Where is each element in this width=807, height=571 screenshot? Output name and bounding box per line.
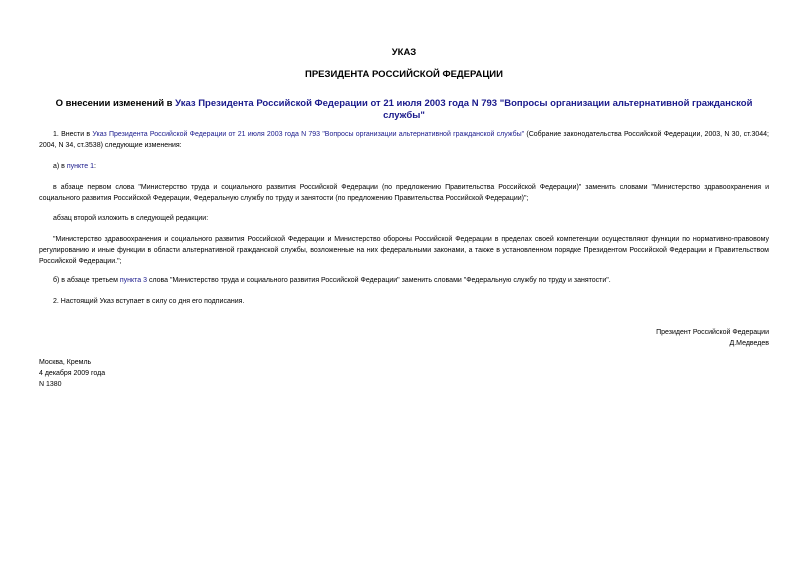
subparagraph-a-prefix: а) в bbox=[53, 163, 67, 170]
subparagraph-a bbox=[39, 161, 769, 172]
subparagraph-b-prefix: б) в абзаце третьем bbox=[53, 277, 120, 284]
signing-date: 4 декабря 2009 года bbox=[39, 370, 106, 377]
issuer-heading: ПРЕЗИДЕНТА РОССИЙСКОЙ ФЕДЕРАЦИИ bbox=[305, 69, 503, 80]
amended-decree-link[interactable]: Указ Президента Российской Федерации от 21 июля 2003 года N 793 "Вопросы организации альтернативной гражданской службы" bbox=[175, 98, 753, 121]
paragraph-1-prefix: 1. Внести в bbox=[53, 131, 93, 138]
point-3-link[interactable]: пункта 3 bbox=[119, 277, 147, 284]
subparagraph-b-suffix: слова "Министерство труда и социального развития Российской Федерации" заменить словами "Федеральную службу по труду и занятости". bbox=[147, 277, 611, 284]
subparagraph-a-suffix: : bbox=[94, 163, 96, 170]
document-subject-heading bbox=[39, 98, 769, 122]
signature-block bbox=[656, 327, 769, 349]
paragraph-first-change: в абзаце первом слова "Министерство труда и социального развития Российской Федерации (по предложению Правительства Российской Федерации)" заменить словами "Министерство здравоохранения и социального развития Российской Федерации, Федеральную службу по труду и занятости (по предложению Правительства Российской Федерации)"; bbox=[39, 184, 769, 202]
document-page bbox=[39, 0, 769, 571]
signing-place: Москва, Кремль bbox=[39, 359, 92, 366]
paragraph-second-intro: абзац второй изложить в следующей редакции: bbox=[53, 215, 209, 222]
subject-prefix: О внесении изменений в bbox=[55, 98, 176, 109]
paragraph-1-decree-link[interactable]: Указ Президента Российской Федерации от 21 июля 2003 года N 793 "Вопросы организации альтернативной гражданской службы" bbox=[92, 131, 525, 138]
document-type-heading: УКАЗ bbox=[391, 47, 417, 58]
signatory-title: Президент Российской Федерации bbox=[656, 329, 769, 336]
decree-number: N 1380 bbox=[39, 381, 62, 388]
paragraph-2: 2. Настоящий Указ вступает в силу со дня его подписания. bbox=[53, 298, 245, 305]
paragraph-1 bbox=[39, 129, 769, 151]
paragraph-1-suffix: (Собрание законодательства Российской Федерации, 2003, N 30, ст.3044; 2004, N 34, ст.3538) следующие изменения: bbox=[39, 131, 769, 149]
paragraph-second-new-text: "Министерство здравоохранения и социального развития Российской Федерации и Министерство обороны Российской Федерации в пределах своей компетенции осуществляют функции по нормативно-правовому регулированию и иные функции в области альтернативной гражданской службы, возложенные на них федеральными законами, а также в установленном порядке Президентом Российской Федерации и Правительством Российской Федерации."; bbox=[39, 236, 769, 265]
point-1-link[interactable]: пункте 1 bbox=[66, 163, 94, 170]
subparagraph-b bbox=[39, 275, 769, 286]
signatory-name: Д.Медведев bbox=[729, 340, 769, 347]
place-date-block bbox=[39, 357, 105, 390]
